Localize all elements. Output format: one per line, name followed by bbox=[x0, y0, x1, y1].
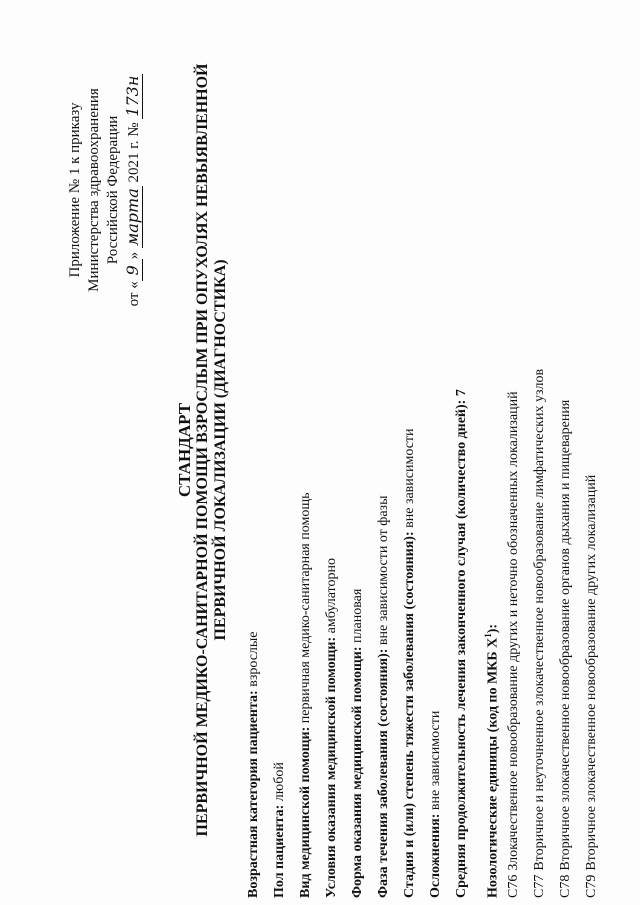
icd-code: C78 bbox=[558, 874, 573, 898]
approval-line-3: Российской Федерации bbox=[105, 115, 121, 265]
field-value: вне зависимости от фазы bbox=[376, 495, 391, 649]
icd-code: C79 bbox=[584, 874, 599, 898]
handwritten-order-number: 173н bbox=[123, 75, 142, 117]
field-value: взрослые bbox=[246, 631, 261, 691]
field-label: Возрастная категория пациента: bbox=[246, 690, 261, 898]
icd-text: Злокачественное новообразование других и неточно обозначенных локализаций bbox=[506, 391, 521, 871]
field-age-category bbox=[245, 38, 271, 898]
title-line-1: ПЕРВИЧНОЙ МЕДИКО-САНИТАРНОЙ ПОМОЩИ ВЗРОСЛЫМ ПРИ ОПУХОЛЯХ НЕВЫЯВЛЕННОЙ bbox=[194, 63, 211, 837]
code-row-c78 bbox=[557, 38, 583, 898]
field-value: любой bbox=[272, 762, 287, 805]
field-sex bbox=[271, 38, 297, 898]
field-label: Стадия и (или) степень тяжести заболевания (состояния): bbox=[402, 531, 417, 898]
field-complications bbox=[427, 38, 453, 898]
code-row-c77 bbox=[531, 38, 557, 898]
standard-title bbox=[176, 55, 230, 845]
field-disease-phase bbox=[375, 38, 401, 898]
approval-line-1: Приложение № 1 к приказу bbox=[67, 102, 83, 278]
field-label: Условия оказания медицинской помощи: bbox=[324, 636, 339, 898]
field-label: Вид медицинской помощи: bbox=[298, 726, 313, 898]
field-value: плановая bbox=[350, 588, 365, 647]
icd-text: Вторичное злокачественное новообразование других локализаций bbox=[584, 474, 599, 871]
nosology-label-end: ): bbox=[485, 623, 501, 634]
field-label: Форма оказания медицинской помощи: bbox=[350, 646, 365, 898]
field-value: первичная медико-санитарная помощь bbox=[298, 492, 313, 727]
field-care-type bbox=[297, 38, 323, 898]
approval-year: 2021 г. № bbox=[126, 122, 142, 183]
standard-body bbox=[245, 38, 609, 898]
field-label: Фаза течения заболевания (состояния): bbox=[376, 648, 391, 898]
handwritten-month: марта bbox=[123, 188, 142, 247]
approval-line-2: Министерства здравоохранения bbox=[86, 88, 102, 292]
field-care-conditions bbox=[323, 38, 349, 898]
field-value: вне зависимости bbox=[402, 428, 417, 532]
title-head: СТАНДАРТ bbox=[175, 402, 194, 498]
field-label: Средняя продолжительность лечения законченного случая (количество дней): bbox=[454, 399, 469, 898]
field-disease-stage bbox=[401, 38, 427, 898]
approval-block bbox=[66, 60, 144, 320]
footnote-marker: 1 bbox=[483, 633, 493, 638]
icd-text: Вторичное злокачественное новообразование органов дыхания и пищеварения bbox=[558, 399, 573, 871]
code-row-c76 bbox=[505, 38, 531, 898]
field-value: амбулаторно bbox=[324, 558, 339, 637]
approval-ot: от « bbox=[126, 281, 142, 307]
nosology-label: Нозологические единицы (код по МКБ X bbox=[485, 637, 501, 898]
approval-date-line bbox=[123, 60, 144, 320]
field-label: Пол пациента: bbox=[272, 804, 287, 898]
icd-code: C77 bbox=[532, 874, 547, 898]
field-treatment-duration bbox=[453, 38, 479, 898]
handwritten-day: 9 bbox=[123, 259, 143, 281]
icd-code: C76 bbox=[506, 874, 521, 898]
field-value: 7 bbox=[454, 389, 469, 400]
field-value: вне зависимости bbox=[428, 710, 443, 814]
title-line-2: ПЕРВИЧНОЙ ЛОКАЛИЗАЦИИ (ДИАГНОСТИКА) bbox=[212, 259, 229, 641]
field-label: Осложнения: bbox=[428, 813, 443, 898]
icd-text: Вторичное и неуточненное злокачественное новообразование лимфатических узлов bbox=[532, 368, 547, 871]
field-care-form bbox=[349, 38, 375, 898]
approval-quote: » bbox=[126, 251, 142, 260]
nosology-heading bbox=[479, 38, 505, 898]
code-row-c79 bbox=[583, 38, 609, 898]
